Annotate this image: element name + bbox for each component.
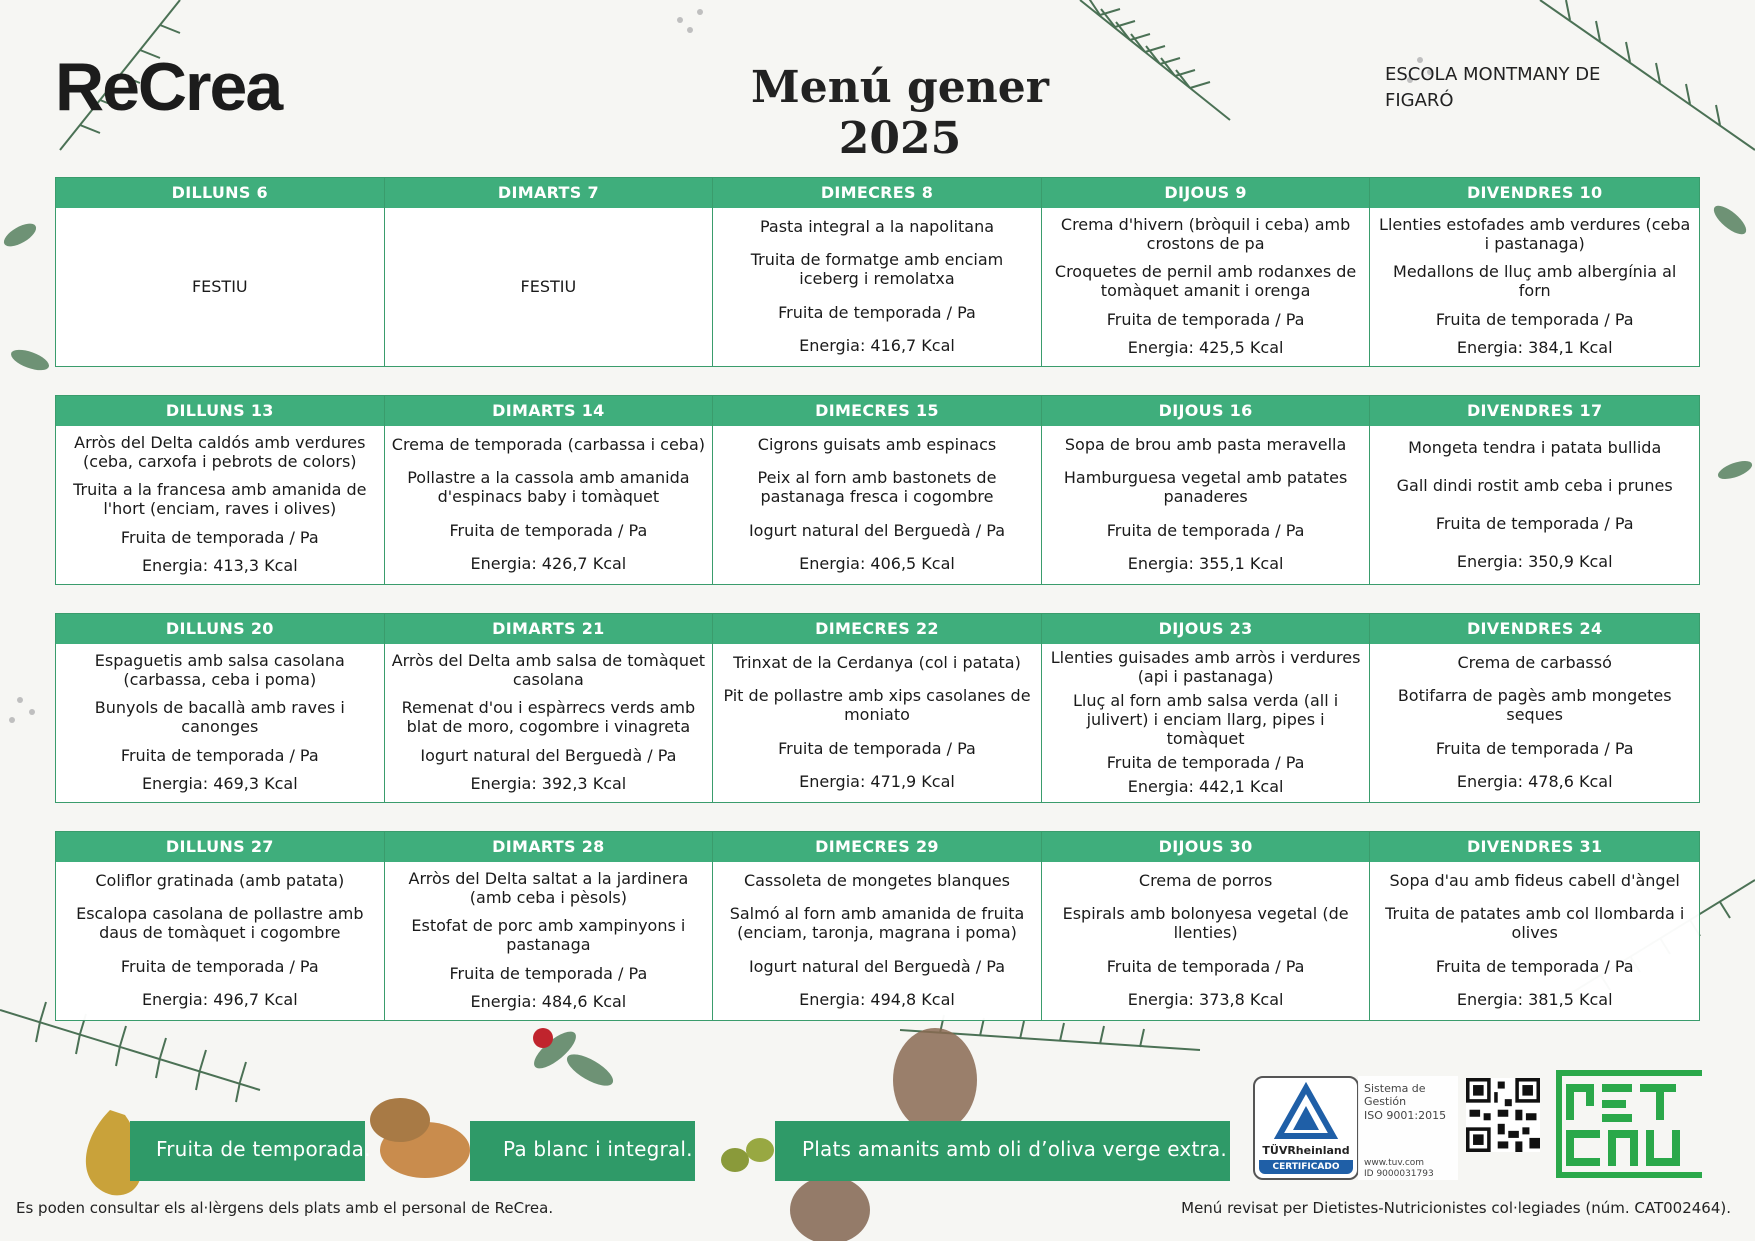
day-cell bbox=[385, 178, 714, 366]
day-header: DIVENDRES 10 bbox=[1370, 178, 1699, 208]
first-course: Coliflor gratinada (amb patata) bbox=[95, 871, 345, 891]
energy-value: Energia: 350,9 Kcal bbox=[1456, 551, 1613, 571]
dessert: Fruita de temporada / Pa bbox=[1106, 752, 1305, 772]
day-header: DIVENDRES 24 bbox=[1370, 614, 1699, 644]
energy-value: Energia: 392,3 Kcal bbox=[470, 774, 627, 794]
day-header: DIMECRES 15 bbox=[713, 396, 1041, 426]
dessert: Fruita de temporada / Pa bbox=[1106, 520, 1305, 540]
energy-value: Energia: 416,7 Kcal bbox=[799, 335, 955, 355]
day-menu bbox=[713, 208, 1041, 366]
first-course: Arròs del Delta saltat a la jardinera (amb ceba i pèsols) bbox=[408, 868, 689, 907]
energy-value: Energia: 442,1 Kcal bbox=[1127, 776, 1284, 796]
first-course: Trinxat de la Cerdanya (col i patata) bbox=[733, 653, 1021, 673]
tuv-cert-label: CERTIFICADO bbox=[1259, 1160, 1353, 1174]
day-header: DIMECRES 8 bbox=[713, 178, 1041, 208]
day-menu bbox=[713, 426, 1041, 584]
second-course: Pollastre a la cassola amb amanida d'espinacs baby i tomàquet bbox=[407, 468, 690, 507]
dessert: Iogurt natural del Berguedà / Pa bbox=[748, 520, 1006, 540]
banner-oil-text: Plats amanits amb oli d’oliva verge extra. bbox=[802, 1137, 1227, 1161]
energy-value: Energia: 381,5 Kcal bbox=[1456, 989, 1613, 1009]
dessert: Fruita de temporada / Pa bbox=[1106, 956, 1305, 976]
page-title: Menú gener 2025 bbox=[751, 62, 1049, 164]
dessert: Fruita de temporada / Pa bbox=[778, 738, 976, 758]
first-course: Sopa d'au amb fideus cabell d'àngel bbox=[1389, 871, 1680, 891]
second-course: Salmó al forn amb amanida de fruita (enciam, taronja, magrana i poma) bbox=[729, 904, 1025, 943]
week-row bbox=[55, 831, 1700, 1021]
day-cell bbox=[1370, 614, 1699, 802]
day-menu bbox=[1370, 208, 1699, 366]
day-menu bbox=[385, 644, 713, 802]
day-menu bbox=[385, 208, 713, 366]
day-header: DIJOUS 9 bbox=[1042, 178, 1370, 208]
first-course: Pasta integral a la napolitana bbox=[759, 217, 995, 237]
day-menu bbox=[1042, 426, 1370, 584]
second-course: Bunyols de bacallà amb raves i canonges bbox=[94, 698, 345, 737]
iso-id: ID 9000031793 bbox=[1364, 1169, 1434, 1179]
day-cell bbox=[1042, 396, 1371, 584]
day-header: DIJOUS 30 bbox=[1042, 832, 1370, 862]
energy-value: Energia: 471,9 Kcal bbox=[799, 771, 955, 791]
green-stamp-logo bbox=[1556, 1070, 1702, 1178]
day-cell bbox=[56, 178, 385, 366]
second-course: Peix al forn amb bastonets de pastanaga fresca i cogombre bbox=[757, 468, 997, 507]
day-header: DIVENDRES 31 bbox=[1370, 832, 1699, 862]
day-cell bbox=[56, 614, 385, 802]
day-header: DIMARTS 7 bbox=[385, 178, 713, 208]
dessert: Fruita de temporada / Pa bbox=[1435, 513, 1634, 533]
day-cell bbox=[1042, 614, 1371, 802]
first-course: Llenties guisades amb arròs i verdures (api i pastanaga) bbox=[1050, 648, 1361, 687]
day-menu bbox=[1042, 644, 1370, 802]
first-course: Arròs del Delta amb salsa de tomàquet casolana bbox=[391, 650, 706, 689]
day-header: DIMECRES 22 bbox=[713, 614, 1041, 644]
second-course: Truita a la francesa amb amanida de l'hort (enciam, raves i olives) bbox=[73, 480, 367, 519]
dessert: Fruita de temporada / Pa bbox=[449, 520, 648, 540]
day-menu bbox=[56, 208, 384, 366]
dessert: Iogurt natural del Berguedà / Pa bbox=[748, 956, 1006, 976]
energy-value: Energia: 425,5 Kcal bbox=[1127, 338, 1284, 358]
dessert: Fruita de temporada / Pa bbox=[1435, 309, 1634, 329]
day-menu bbox=[1370, 862, 1699, 1020]
iso-line-1: Sistema de bbox=[1364, 1082, 1426, 1095]
first-course: Espaguetis amb salsa casolana (carbassa, ceba i poma) bbox=[94, 650, 345, 689]
first-course: Crema d'hivern (bròquil i ceba) amb crostons de pa bbox=[1060, 214, 1351, 253]
second-course: Medallons de lluç amb albergínia al forn bbox=[1393, 262, 1677, 301]
day-cell bbox=[1370, 832, 1699, 1020]
second-course: Espirals amb bolonyesa vegetal (de llenties) bbox=[1062, 904, 1349, 943]
dessert: Fruita de temporada / Pa bbox=[120, 956, 319, 976]
week-row bbox=[55, 177, 1700, 367]
day-cell bbox=[713, 396, 1042, 584]
first-course: Sopa de brou amb pasta meravella bbox=[1064, 435, 1347, 455]
first-course: Cigrons guisats amb espinacs bbox=[757, 435, 997, 455]
second-course: Lluç al forn amb salsa verda (all i julivert) i enciam llarg, pipes i tomàquet bbox=[1072, 691, 1339, 749]
tuv-brand: TÜVRheinland bbox=[1262, 1144, 1350, 1157]
dessert: Fruita de temporada / Pa bbox=[1435, 956, 1634, 976]
second-course: Croquetes de pernil amb rodanxes de tomàquet amanit i orenga bbox=[1054, 262, 1357, 301]
first-course: Crema de carbassó bbox=[1457, 653, 1612, 673]
dessert: Fruita de temporada / Pa bbox=[449, 963, 648, 983]
day-cell bbox=[385, 614, 714, 802]
day-cell bbox=[713, 832, 1042, 1020]
day-cell bbox=[385, 396, 714, 584]
school-name: ESCOLA MONTMANY DE FIGARÓ bbox=[1385, 64, 1601, 111]
dessert: Fruita de temporada / Pa bbox=[120, 527, 319, 547]
first-course: Arròs del Delta caldós amb verdures (ceba, carxofa i pebrots de colors) bbox=[74, 432, 366, 471]
first-course: Crema de porros bbox=[1138, 871, 1273, 891]
holiday-label: FESTIU bbox=[191, 276, 248, 296]
banner-fruit-text: Fruita de temporada. bbox=[156, 1137, 371, 1161]
energy-value: Energia: 384,1 Kcal bbox=[1456, 338, 1613, 358]
energy-value: Energia: 373,8 Kcal bbox=[1127, 989, 1284, 1009]
dessert: Fruita de temporada / Pa bbox=[1106, 309, 1305, 329]
day-header: DIJOUS 23 bbox=[1042, 614, 1370, 644]
day-header: DIMARTS 28 bbox=[385, 832, 713, 862]
day-cell bbox=[56, 396, 385, 584]
banner-bread-text: Pa blanc i integral. bbox=[503, 1137, 693, 1161]
second-course: Pit de pollastre amb xips casolanes de moniato bbox=[723, 686, 1031, 725]
day-cell bbox=[1370, 178, 1699, 366]
tuv-triangle-icon bbox=[1255, 1078, 1357, 1144]
second-course: Hamburguesa vegetal amb patates panaderes bbox=[1063, 468, 1348, 507]
day-header: DILLUNS 27 bbox=[56, 832, 384, 862]
energy-value: Energia: 484,6 Kcal bbox=[470, 992, 627, 1012]
iso-url: www.tuv.com bbox=[1364, 1158, 1425, 1168]
day-cell bbox=[1042, 832, 1371, 1020]
dessert: Fruita de temporada / Pa bbox=[1435, 738, 1634, 758]
energy-value: Energia: 426,7 Kcal bbox=[470, 553, 627, 573]
day-menu bbox=[1042, 208, 1370, 366]
day-menu bbox=[56, 426, 384, 584]
energy-value: Energia: 469,3 Kcal bbox=[141, 774, 298, 794]
first-course: Crema de temporada (carbassa i ceba) bbox=[391, 435, 705, 455]
day-header: DILLUNS 20 bbox=[56, 614, 384, 644]
day-menu bbox=[1042, 862, 1370, 1020]
second-course: Escalopa casolana de pollastre amb daus de tomàquet i cogombre bbox=[76, 904, 364, 943]
second-course: Estofat de porc amb xampinyons i pastanaga bbox=[411, 916, 686, 955]
day-menu bbox=[56, 644, 384, 802]
day-header: DILLUNS 13 bbox=[56, 396, 384, 426]
energy-value: Energia: 496,7 Kcal bbox=[141, 989, 298, 1009]
week-row bbox=[55, 395, 1700, 585]
day-header: DIMECRES 29 bbox=[713, 832, 1041, 862]
revised-note: Menú revisat per Dietistes-Nutricionistes col·legiades (núm. CAT002464). bbox=[1181, 1199, 1731, 1217]
energy-value: Energia: 494,8 Kcal bbox=[799, 989, 955, 1009]
dessert: Fruita de temporada / Pa bbox=[120, 745, 319, 765]
iso-info bbox=[1358, 1076, 1458, 1180]
day-menu bbox=[713, 862, 1041, 1020]
day-menu bbox=[1370, 426, 1699, 584]
second-course: Remenat d'ou i espàrrecs verds amb blat de moro, cogombre i vinagreta bbox=[401, 698, 696, 737]
day-cell bbox=[713, 178, 1042, 366]
tuv-badge bbox=[1253, 1076, 1359, 1180]
second-course: Truita de patates amb col llombarda i olives bbox=[1385, 904, 1685, 943]
energy-value: Energia: 478,6 Kcal bbox=[1456, 771, 1613, 791]
dessert: Iogurt natural del Berguedà / Pa bbox=[420, 745, 677, 765]
day-cell bbox=[56, 832, 385, 1020]
dessert: Fruita de temporada / Pa bbox=[778, 302, 976, 322]
day-header: DIJOUS 16 bbox=[1042, 396, 1370, 426]
iso-line-2: Gestión bbox=[1364, 1095, 1407, 1108]
holiday-label: FESTIU bbox=[520, 276, 577, 296]
recrea-logo: ReCrea bbox=[55, 49, 282, 125]
day-header: DIMARTS 14 bbox=[385, 396, 713, 426]
day-menu bbox=[713, 644, 1041, 802]
day-cell bbox=[713, 614, 1042, 802]
energy-value: Energia: 413,3 Kcal bbox=[141, 556, 298, 576]
qr-code-icon bbox=[1466, 1078, 1540, 1152]
day-cell bbox=[385, 832, 714, 1020]
second-course: Gall dindi rostit amb ceba i prunes bbox=[1396, 475, 1673, 495]
energy-value: Energia: 355,1 Kcal bbox=[1127, 553, 1284, 573]
first-course: Cassoleta de mongetes blanques bbox=[743, 871, 1011, 891]
day-menu bbox=[56, 862, 384, 1020]
day-cell bbox=[1370, 396, 1699, 584]
day-cell bbox=[1042, 178, 1371, 366]
day-menu bbox=[1370, 644, 1699, 802]
week-row bbox=[55, 613, 1700, 803]
second-course: Botifarra de pagès amb mongetes seques bbox=[1397, 686, 1672, 725]
allergens-note: Es poden consultar els al·lèrgens dels plats amb el personal de ReCrea. bbox=[16, 1199, 554, 1217]
day-header: DILLUNS 6 bbox=[56, 178, 384, 208]
day-header: DIVENDRES 17 bbox=[1370, 396, 1699, 426]
energy-value: Energia: 406,5 Kcal bbox=[799, 553, 955, 573]
first-course: Mongeta tendra i patata bullida bbox=[1408, 437, 1662, 457]
day-header: DIMARTS 21 bbox=[385, 614, 713, 644]
second-course: Truita de formatge amb enciam iceberg i remolatxa bbox=[750, 250, 1004, 289]
day-menu bbox=[385, 862, 713, 1020]
first-course: Llenties estofades amb verdures (ceba i pastanaga) bbox=[1379, 214, 1691, 253]
day-menu bbox=[385, 426, 713, 584]
iso-line-3: ISO 9001:2015 bbox=[1364, 1109, 1447, 1122]
